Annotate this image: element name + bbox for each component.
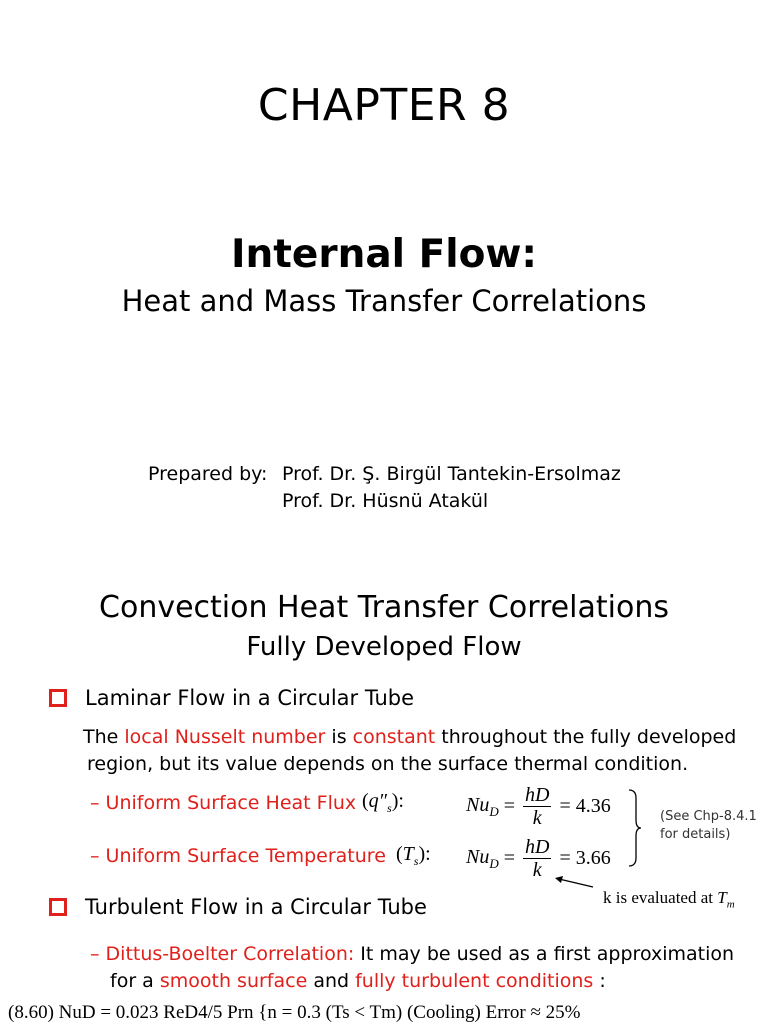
author-2: Prof. Dr. Hüsnü Atakül: [282, 490, 489, 512]
checkbox-bullet-icon: [49, 898, 67, 916]
heat-flux-equation: $Nu_D$ = $\frac{hD}{k}$ = 4.36: [466, 784, 611, 829]
numerator: hD: [525, 784, 550, 806]
see-chapter-note-line2: for details): [660, 827, 731, 842]
curly-brace-icon: [628, 788, 642, 868]
heat-flux-value: = 4.36: [559, 795, 611, 817]
para-text: The: [83, 726, 125, 748]
para-text-line2: region, but its value depends on the surface thermal condition.: [87, 753, 689, 775]
surface-temp-label: – Uniform Surface Temperature: [90, 845, 386, 867]
chapter-number: CHAPTER 8: [257, 80, 511, 131]
laminar-paragraph: [83, 724, 763, 778]
dittus-boelter-label: – Dittus-Boelter Correlation:: [90, 943, 355, 965]
denominator: k: [532, 807, 542, 829]
para-text: It may be used as a first approximation: [354, 943, 735, 965]
section-subheading: Fully Developed Flow: [246, 632, 522, 662]
laminar-heading: Laminar Flow in a Circular Tube: [85, 686, 415, 710]
see-chapter-note-line1: (See Chp-8.4.1: [660, 809, 757, 824]
constant-highlight: constant: [352, 726, 436, 748]
local-nusselt-highlight: local Nusselt number: [124, 726, 326, 748]
para-text: for a: [110, 970, 160, 992]
surface-temp-symbol: $(T_s)$:: [396, 843, 431, 868]
heat-flux-symbol: $(q''_s)$:: [362, 790, 404, 815]
prepared-by-label: Prepared by:: [148, 463, 268, 485]
fully-turbulent-highlight: fully turbulent conditions: [355, 970, 594, 992]
chapter-title: Internal Flow:: [230, 232, 538, 277]
nu-symbol: $Nu_D$: [466, 845, 499, 871]
numerator: hD: [525, 836, 550, 858]
para-text: and: [307, 970, 356, 992]
arrow-left-icon: [553, 874, 595, 890]
turbulent-heading: Turbulent Flow in a Circular Tube: [85, 895, 427, 919]
dittus-boelter-paragraph: [90, 941, 765, 995]
smooth-surface-highlight: smooth surface: [159, 970, 308, 992]
chapter-subtitle: Heat and Mass Transfer Correlations: [121, 284, 647, 318]
para-text: throughout the fully developed: [435, 726, 737, 748]
fraction: [523, 784, 551, 829]
see-chapter-note: [660, 808, 757, 844]
para-text: is: [325, 726, 353, 748]
para-text: :: [593, 970, 606, 992]
section-heading: Convection Heat Transfer Correlations: [99, 590, 669, 625]
nu-symbol: $Nu_D$: [466, 793, 499, 819]
k-evaluated-note: k is evaluated at $T_m$: [603, 888, 735, 911]
checkbox-bullet-icon: [49, 689, 67, 707]
author-1: Prof. Dr. Ş. Birgül Tantekin-Ersolmaz: [282, 463, 621, 485]
surface-temp-equation: $Nu_D$ = $\frac{hD}{k}$ = 3.66: [466, 836, 611, 881]
fraction: [523, 836, 551, 881]
denominator: k: [532, 859, 542, 881]
heat-flux-label: – Uniform Surface Heat Flux: [90, 792, 357, 814]
dittus-boelter-equation: (8.60) NuD = 0.023 ReD4/5 Prn {n = 0.3 (Ts < Tm) (Cooling) Error ≈ 25%: [8, 1002, 581, 1023]
surface-temp-value: = 3.66: [559, 847, 611, 869]
